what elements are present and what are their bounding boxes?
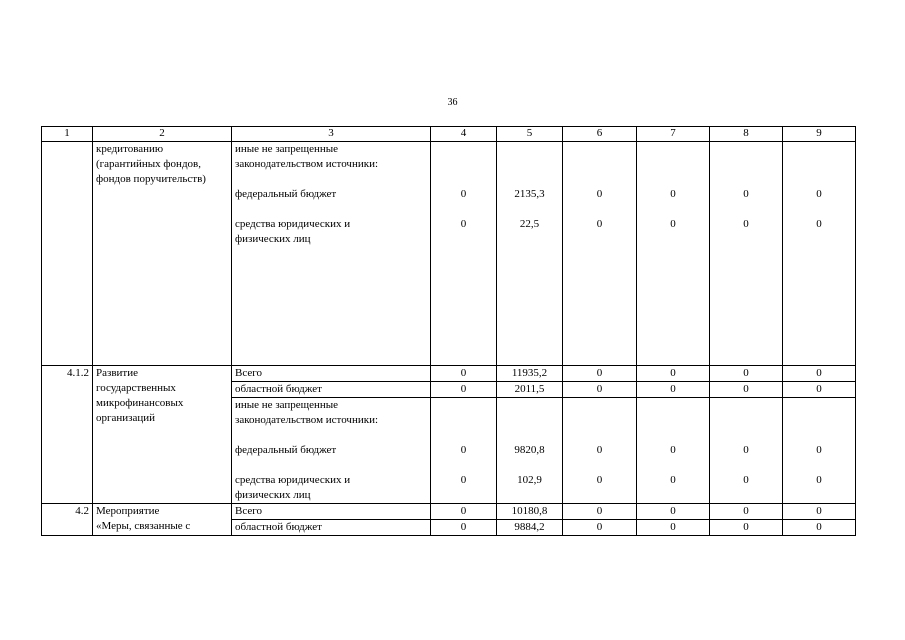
value-cell: 2011,5 — [497, 382, 563, 398]
value-cell: 0 — [710, 520, 783, 536]
value-cell: 0 — [710, 382, 783, 398]
activity-name-cell: кредитованию (гарантийных фондов, фондов поручительств) — [93, 142, 232, 366]
activity-name-cell: Развитие государственных микрофинансовых организаций — [93, 366, 232, 504]
value-cell: 9820,8 102,9 — [497, 398, 563, 504]
federal-budget-label: федеральный бюджет — [235, 444, 337, 456]
value-cell: 0 — [710, 504, 783, 520]
header-cell: 6 — [563, 127, 637, 142]
source-cell — [232, 398, 431, 504]
sources-title: иные не запрещенные законодательством источники: — [235, 399, 379, 426]
sources-title: иные не запрещенные законодательством источники: — [235, 143, 379, 170]
header-cell: 7 — [637, 127, 710, 142]
header-cell: 5 — [497, 127, 563, 142]
budget-table — [41, 126, 856, 536]
value-cell: 0 — [431, 366, 497, 382]
header-row — [42, 127, 856, 142]
source-cell: областной бюджет — [232, 382, 431, 398]
value-cell: 0 0 — [783, 142, 856, 366]
page-number: 36 — [447, 97, 458, 108]
table-row — [42, 504, 856, 520]
value-cell: 0 0 — [783, 398, 856, 504]
source-cell: областной бюджет — [232, 520, 431, 536]
value-cell: 9884,2 — [497, 520, 563, 536]
table-row — [42, 142, 856, 366]
row-number-cell — [42, 142, 93, 366]
value-cell: 0 — [783, 382, 856, 398]
value-cell: 0 0 — [431, 398, 497, 504]
value-cell: 0 — [783, 520, 856, 536]
source-cell: Всего — [232, 504, 431, 520]
legal-entities-label: средства юридических и физических лиц — [235, 474, 351, 501]
source-cell — [232, 142, 431, 366]
value-cell: 0 — [563, 382, 637, 398]
header-cell: 3 — [232, 127, 431, 142]
value-cell: 10180,8 — [497, 504, 563, 520]
header-cell: 2 — [93, 127, 232, 142]
legal-entities-label: средства юридических и физических лиц — [235, 218, 351, 245]
value-cell: 0 — [783, 504, 856, 520]
value-cell: 0 — [431, 382, 497, 398]
value-cell: 0 — [637, 504, 710, 520]
value-cell: 0 — [783, 366, 856, 382]
value-cell: 0 — [431, 504, 497, 520]
value-cell: 0 — [710, 366, 783, 382]
value-cell: 0 — [563, 366, 637, 382]
value-cell: 2135,3 22,5 — [497, 142, 563, 366]
value-cell: 0 0 — [710, 142, 783, 366]
header-cell: 4 — [431, 127, 497, 142]
row-number-cell: 4.2 — [42, 504, 93, 536]
value-cell: 0 0 — [563, 398, 637, 504]
value-cell: 0 — [637, 382, 710, 398]
federal-budget-label: федеральный бюджет — [235, 188, 337, 200]
value-cell: 0 0 — [637, 142, 710, 366]
activity-name-cell: Мероприятие «Меры, связанные с — [93, 504, 232, 536]
value-cell: 0 — [563, 504, 637, 520]
value-cell: 0 0 — [563, 142, 637, 366]
table-row — [42, 366, 856, 382]
value-cell: 0 — [637, 366, 710, 382]
row-number-cell: 4.1.2 — [42, 366, 93, 504]
header-cell: 9 — [783, 127, 856, 142]
value-cell: 0 0 — [710, 398, 783, 504]
value-cell: 0 — [637, 520, 710, 536]
value-cell: 0 0 — [431, 142, 497, 366]
value-cell: 11935,2 — [497, 366, 563, 382]
header-cell: 8 — [710, 127, 783, 142]
source-cell: Всего — [232, 366, 431, 382]
header-cell: 1 — [42, 127, 93, 142]
value-cell: 0 — [563, 520, 637, 536]
value-cell: 0 — [431, 520, 497, 536]
value-cell: 0 0 — [637, 398, 710, 504]
